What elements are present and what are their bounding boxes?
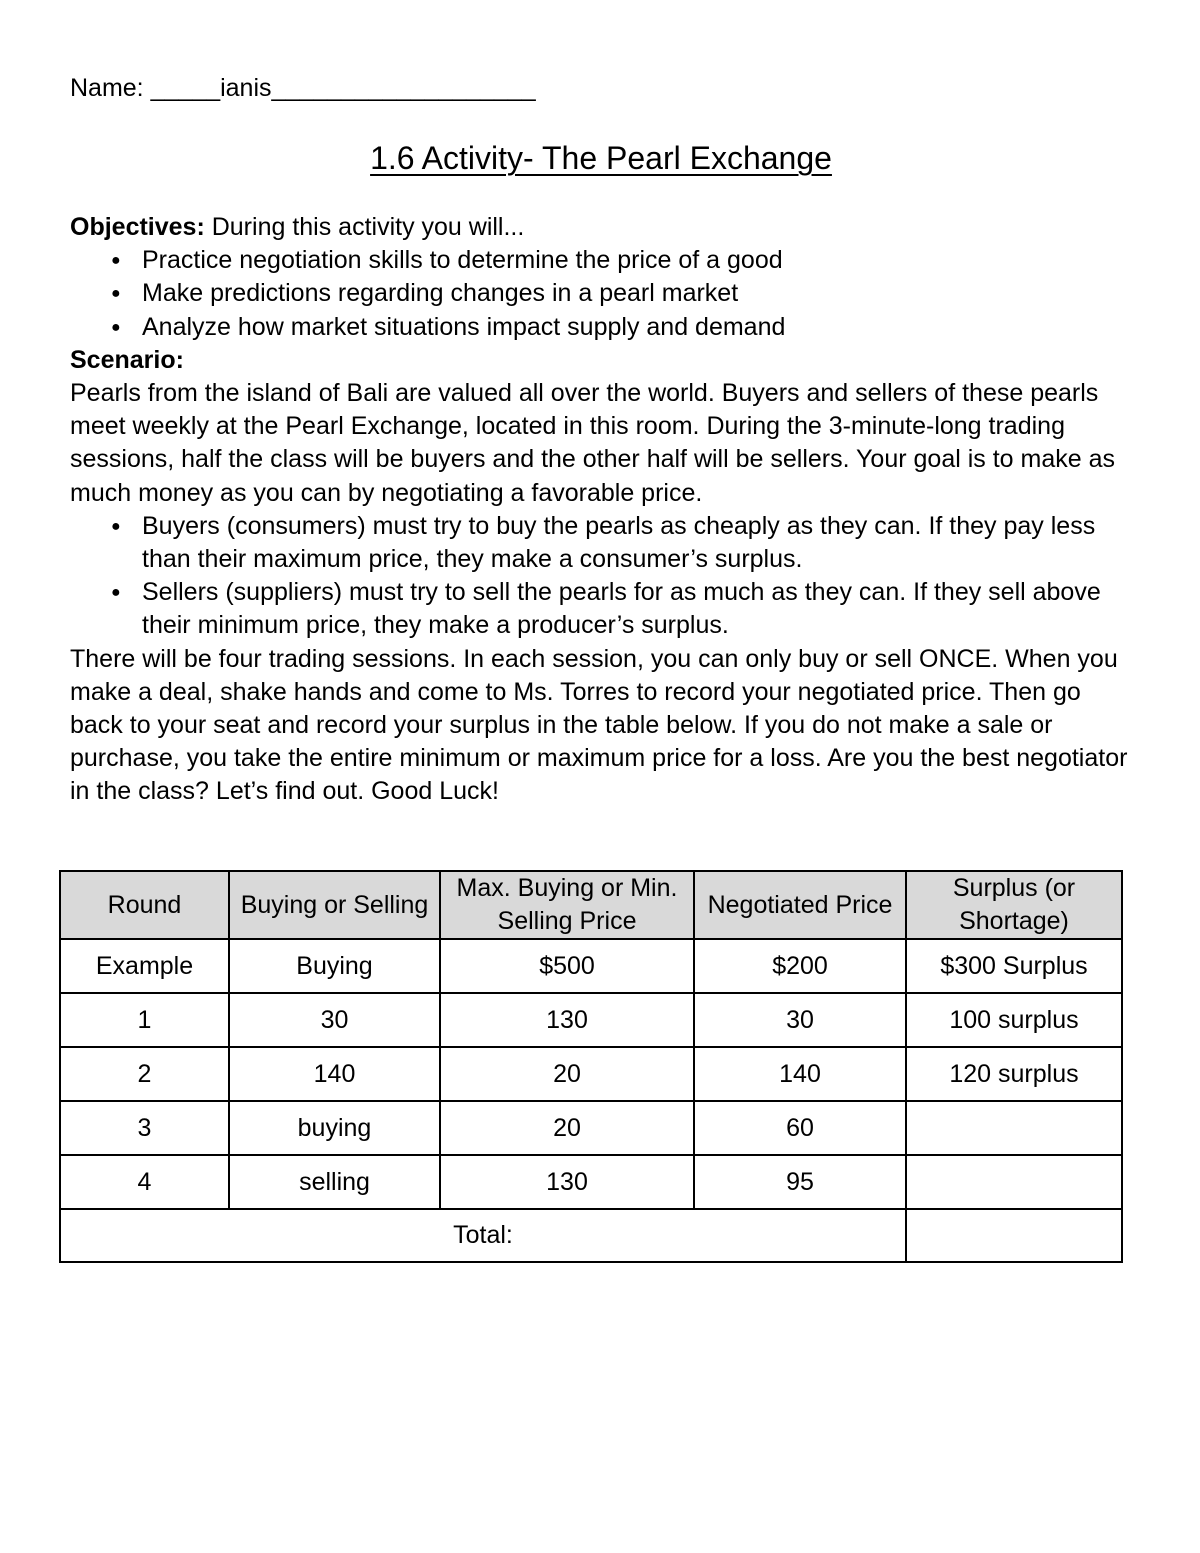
table-row bbox=[60, 993, 1122, 1047]
table-cell[interactable]: 120 surplus bbox=[906, 1047, 1122, 1101]
table-row bbox=[60, 1101, 1122, 1155]
column-header-round: Round bbox=[60, 871, 229, 939]
column-header-buying-or-selling: Buying or Selling bbox=[229, 871, 440, 939]
table-cell: 3 bbox=[60, 1101, 229, 1155]
table-cell[interactable]: 100 surplus bbox=[906, 993, 1122, 1047]
bullet-icon: ● bbox=[111, 584, 121, 602]
worksheet-page bbox=[70, 70, 1132, 809]
table-row bbox=[60, 1155, 1122, 1209]
table-cell[interactable] bbox=[906, 1101, 1122, 1155]
table-cell: 1 bbox=[60, 993, 229, 1047]
table-cell[interactable]: 20 bbox=[440, 1047, 694, 1101]
table-cell: 2 bbox=[60, 1047, 229, 1101]
bullet-icon: ● bbox=[111, 318, 121, 336]
table-cell[interactable] bbox=[906, 1155, 1122, 1209]
table-cell[interactable]: 60 bbox=[694, 1101, 906, 1155]
total-value-cell[interactable] bbox=[906, 1209, 1122, 1262]
table-cell: $200 bbox=[694, 939, 906, 993]
bullet-icon: ● bbox=[111, 517, 121, 535]
bullet-icon: ● bbox=[111, 252, 121, 270]
table-cell[interactable]: 130 bbox=[440, 1155, 694, 1209]
bullet-icon: ● bbox=[111, 285, 121, 303]
worksheet-body bbox=[70, 211, 1132, 809]
objective-text: Analyze how market situations impact supply and demand bbox=[142, 312, 786, 341]
surplus-table bbox=[59, 870, 1123, 1263]
objectives-heading bbox=[70, 211, 1132, 244]
table-cell[interactable]: 95 bbox=[694, 1155, 906, 1209]
scenario-label: Scenario: bbox=[70, 345, 184, 374]
list-item bbox=[111, 311, 1132, 344]
table-cell: $500 bbox=[440, 939, 694, 993]
scenario-rule-text: Buyers (consumers) must try to buy the pearls as cheaply as they can. If they pay less than their maximum price, they make a consumer’s surplus. bbox=[142, 511, 1096, 574]
scenario-closing: There will be four trading sessions. In each session, you can only buy or sell ONCE. When you make a deal, shake hands and come to Ms. Torres to record your negotiated price. Then go back to your seat and record your surplus in the table below. If you do not make a sale or purchase, you take the entire minimum or maximum price for a loss. Are you the best negotiator in the class? Let’s find out. Good Luck! bbox=[70, 644, 1128, 806]
scenario-rule-text: Sellers (suppliers) must try to sell the pearls for as much as they can. If they sell above their minimum price, they make a producer’s surplus. bbox=[142, 578, 1101, 640]
column-header-negotiated-price: Negotiated Price bbox=[694, 871, 906, 939]
objective-text: Practice negotiation skills to determine the price of a good bbox=[142, 246, 783, 275]
list-item bbox=[111, 510, 1132, 576]
list-item bbox=[111, 576, 1132, 642]
column-header-surplus: Surplus (or Shortage) bbox=[906, 871, 1122, 939]
table-cell[interactable]: buying bbox=[229, 1101, 440, 1155]
table-cell[interactable]: 20 bbox=[440, 1101, 694, 1155]
total-label: Total: bbox=[60, 1209, 906, 1262]
objective-text: Make predictions regarding changes in a pearl market bbox=[142, 279, 739, 308]
table-header-row bbox=[60, 871, 1122, 939]
table-row bbox=[60, 1047, 1122, 1101]
list-item bbox=[111, 277, 1132, 310]
scenario-paragraph: Pearls from the island of Bali are valued all over the world. Buyers and sellers of these pearls meet weekly at the Pearl Exchange, located in this room. During the 3-minute-long trading sessions, half the class will be buyers and the other half will be sellers. Your goal is to make as much money as you can by negotiating a favorable price. bbox=[70, 379, 1115, 507]
table-cell: Example bbox=[60, 939, 229, 993]
list-item bbox=[111, 244, 1132, 277]
table-cell[interactable]: 140 bbox=[229, 1047, 440, 1101]
table-cell: $300 Surplus bbox=[906, 939, 1122, 993]
table-row bbox=[60, 939, 1122, 993]
table-cell[interactable]: 30 bbox=[694, 993, 906, 1047]
objectives-list bbox=[70, 244, 1132, 344]
table-cell[interactable]: 140 bbox=[694, 1047, 906, 1101]
name-field: Name: _____ianis___________________ bbox=[70, 74, 536, 102]
table-cell[interactable]: 130 bbox=[440, 993, 694, 1047]
page-title: 1.6 Activity- The Pearl Exchange bbox=[370, 140, 832, 176]
table-cell: 4 bbox=[60, 1155, 229, 1209]
table-cell[interactable]: selling bbox=[229, 1155, 440, 1209]
scenario-list bbox=[70, 510, 1132, 643]
table-cell[interactable]: 30 bbox=[229, 993, 440, 1047]
column-header-price-limit: Max. Buying or Min. Selling Price bbox=[440, 871, 694, 939]
total-row bbox=[60, 1209, 1122, 1262]
objectives-intro: During this activity you will... bbox=[204, 213, 525, 241]
table-cell: Buying bbox=[229, 939, 440, 993]
objectives-label: Objectives: bbox=[70, 213, 205, 241]
